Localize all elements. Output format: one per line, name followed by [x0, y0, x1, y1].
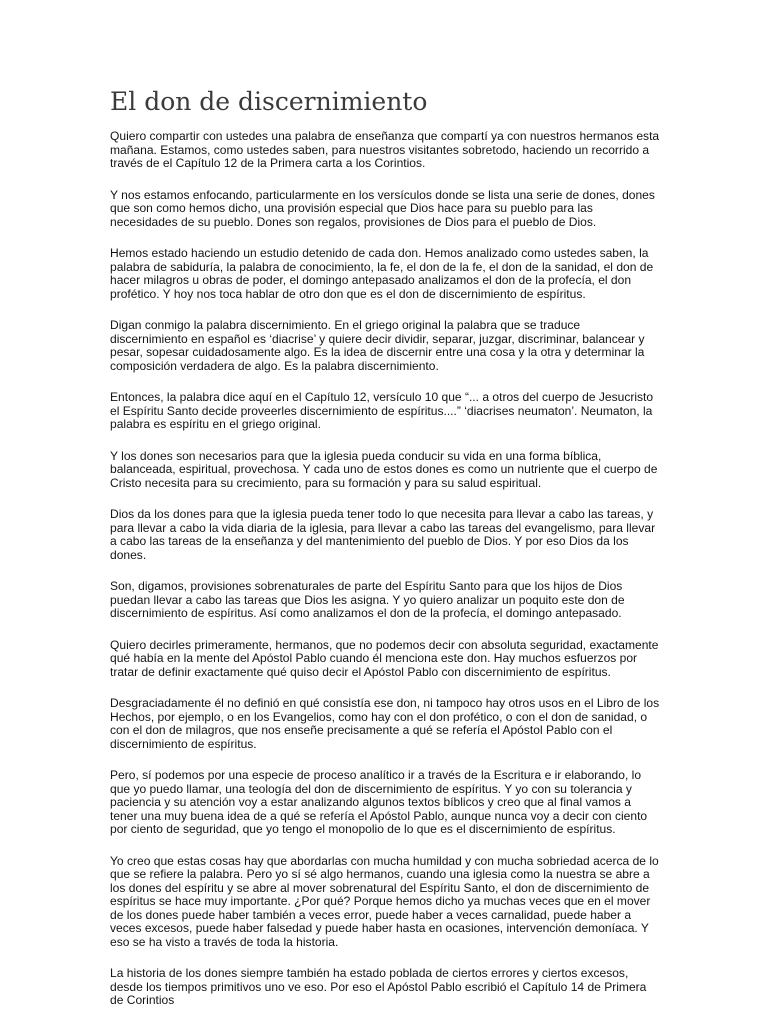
document-body — [110, 130, 660, 1024]
paragraph-2: Y nos estamos enfocando, particularmente en los versículos donde se lista una serie de dones, dones que son como hemos dicho, una provisión especial que Dios hace para su pueblo para las necesidades de su pueblo. Dones son regalos, provisiones de Dios para el pueblo de Dios. — [110, 187, 655, 229]
paragraph-9: Quiero decirles primeramente, hermanos, que no podemos decir con absoluta seguridad, exactamente qué había en la mente del Apóstol Pablo cuando él menciona este don. Hay muchos esfuerzos por tratar de definir exactamente qué quiso decir el Apóstol Pablo con discernimiento de espíritus. — [110, 637, 659, 679]
paragraph-12: Yo creo que estas cosas hay que abordarlas con mucha humildad y con mucha sobriedad acerca de lo que se refiere la palabra. Pero yo sí sé algo hermanos, cuando una iglesia como la nuestra se abre a los dones del espíritu y se abre al mover sobrenatural del Espíritu Santo, el don de discernimiento de espíritus se hace muy importante. ¿Por qué? Porque hemos dicho ya muchas veces que en el mover de los dones puede haber también a veces error, puede haber a veces carnalidad, puede haber a veces excesos, puede haber falsedad y puede haber hasta en ocasiones, intervención demoníaca. Y eso se ha visto a través de toda la historia. — [110, 853, 659, 949]
paragraph-5: Entonces, la palabra dice aquí en el Capítulo 12, versículo 10 que “... a otros del cuerpo de Jesucristo el Espíritu Santo decide proveerles discernimiento de espíritus....” ‘diacrises neumaton’. Neumaton, la palabra es espíritu en el griego original. — [110, 390, 654, 431]
paragraph-6: Y los dones son necesarios para que la iglesia pueda conducir su vida en una forma bíblica, balanceada, espiritual, provechosa. Y cada uno de estos dones es como un nutriente que el cuerpo de Cristo necesita para su crecimiento, para su formación y para su salud espiritual. — [110, 448, 658, 490]
paragraph-8: Son, digamos, provisiones sobrenaturales de parte del Espíritu Santo para que los hijos de Dios puedan llevar a cabo las tareas que Dios les asigna. Y yo quiero analizar un poquito este don de discernimiento de espíritus. Así como analizamos el don de la profecía, el domingo antepasado. — [110, 579, 625, 620]
paragraph-4: Digan conmigo la palabra discernimiento. En el griego original la palabra que se traduce discernimiento en español es ‘diacrise’ y quiere decir dividir, separar, juzgar, discriminar, balancear y pesar, sopesar cuidadosamente algo. Es la idea de discernir entre una cosa y la otra y determinar la composición verdadera de algo. Es la palabra discernimiento. — [110, 318, 645, 373]
paragraph-7: Dios da los dones para que la iglesia pueda tener todo lo que necesita para llevar a cabo las tareas, y para llevar a cabo la vida diaria de la iglesia, para llevar a cabo las tareas del evangelismo, para llevar a cabo las tareas de la enseñanza y del mantenimiento del pueblo de Dios. Y por eso Dios da los dones. — [110, 507, 656, 562]
paragraph-1: Quiero compartir con ustedes una palabra de enseñanza que compartí ya con nuestros hermanos esta mañana. Estamos, como ustedes saben, para nuestros visitantes sobretodo, haciendo un recorrido a través de el Capítulo 12 de la Primera carta a los Corintios. — [110, 129, 660, 170]
paragraph-11: Pero, sí podemos por una especie de proceso analítico ir a través de la Escritura e ir elaborando, lo que yo puedo llamar, una teología del don de discernimiento de espíritus. Y yo con su tolerancia y paciencia y su atención voy a estar analizando algunos textos bíblicos y creo que al final vamos a tener una muy buena idea de a qué se refería el Apóstol Pablo, aunque nunca voy a decir con ciento por ciento de seguridad, que yo tengo el monopolio de lo que es el discernimiento de espíritus. — [110, 768, 648, 836]
paragraph-3: Hemos estado haciendo un estudio detenido de cada don. Hemos analizado como ustedes saben, la palabra de sabiduría, la palabra de conocimiento, la fe, el don de la fe, el don de la sanidad, el don de hacer milagros u obras de poder, el domingo antepasado analizamos el don de la profecía, el don profético. Y hoy nos toca hablar de otro don que es el don de discernimiento de espíritus. — [110, 246, 654, 301]
document-title: El don de discernimiento — [110, 87, 428, 116]
paragraph-10: Desgraciadamente él no definió en qué consistía ese don, ni tampoco hay otros usos en el Libro de los Hechos, por ejemplo, o en los Evangelios, como hay con el don profético, o con el don de sanidad, o con el don de milagros, que nos enseñe precisamente a qué se refería el Apóstol Pablo con el discernimiento de espíritus. — [110, 696, 660, 751]
paragraph-13: La historia de los dones siempre también ha estado poblada de ciertos errores y ciertos excesos, desde los tiempos primitivos uno ve eso. Por eso el Apóstol Pablo escribió el Capítulo 14 de Primera de Corintios — [110, 966, 647, 1007]
